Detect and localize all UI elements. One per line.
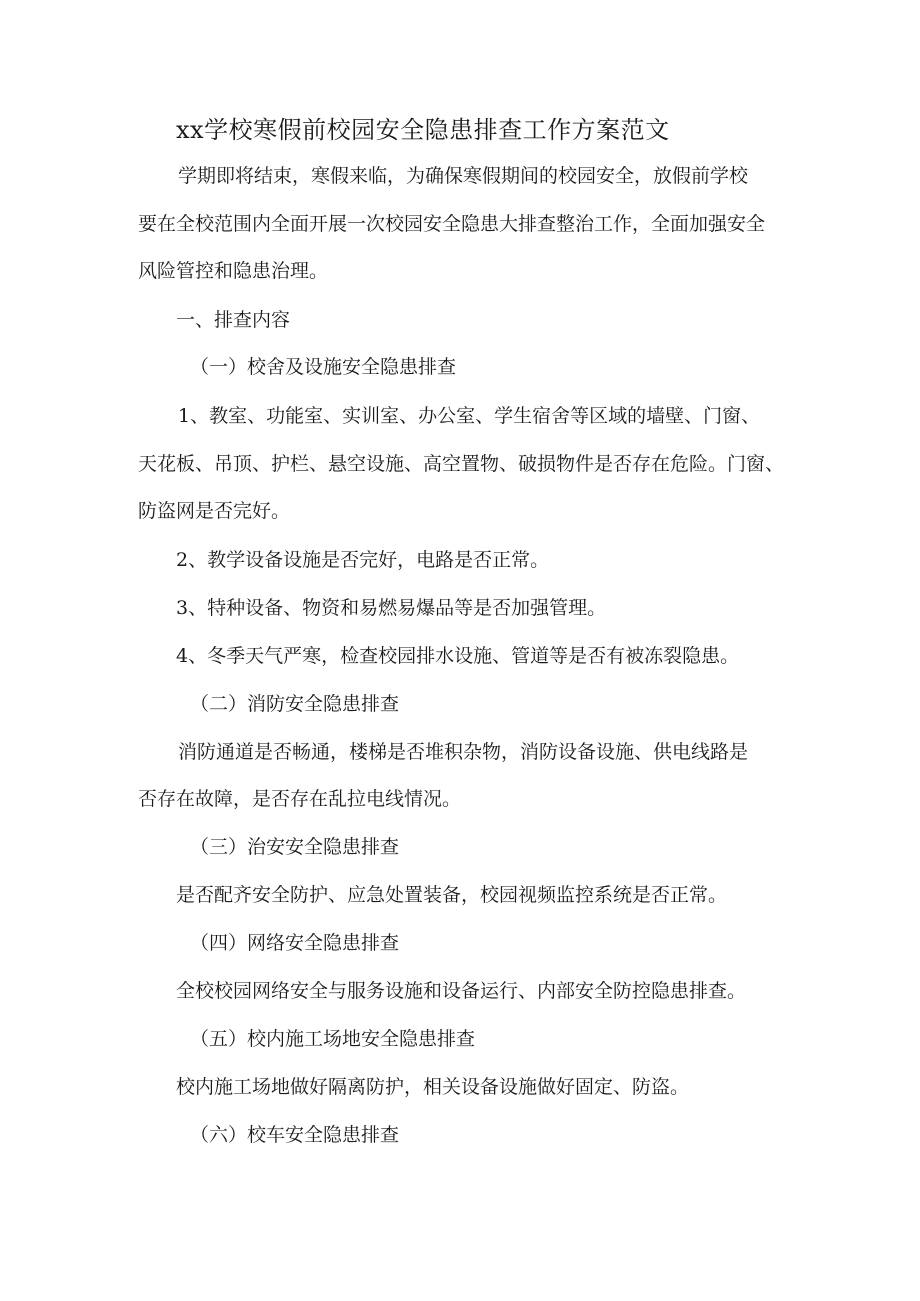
intro-line-2: 要在全校范围内全面开展一次校园安全隐患大排查整治工作，全面加强安全 [138, 213, 766, 235]
item-2: 2、教学设备设施是否完好，电路是否正常。 [176, 549, 550, 571]
subsection-heading-2: （二）消防安全隐患排查 [190, 693, 400, 715]
section-heading-1: 一、排查内容 [176, 309, 291, 331]
item-1-line-2: 天花板、吊顶、护栏、悬空设施、高空置物、破损物件是否存在危险。门窗、 [138, 453, 785, 475]
item-1-line-1: 1、教室、功能室、实训室、办公室、学生宿舍等区域的墙壁、门窗、 [178, 405, 761, 427]
security-line-1: 是否配齐安全防护、应急处置装备，校园视频监控系统是否正常。 [176, 884, 728, 906]
item-3: 3、特种设备、物资和易燃易爆品等是否加强管理。 [176, 597, 607, 619]
subsection-heading-5: （五）校内施工场地安全隐患排查 [190, 1028, 476, 1050]
subsection-heading-1: （一）校舍及设施安全隐患排查 [190, 356, 457, 378]
network-line-1: 全校校园网络安全与服务设施和设备运行、内部安全防控隐患排查。 [176, 980, 747, 1002]
item-1-line-3: 防盗网是否完好。 [138, 500, 291, 522]
document-title: xx学校寒假前校园安全隐患排查工作方案范文 [176, 116, 670, 144]
subsection-heading-6: （六）校车安全隐患排查 [190, 1124, 400, 1146]
subsection-heading-4: （四）网络安全隐患排查 [190, 932, 400, 954]
item-4: 4、冬季天气严寒，检查校园排水设施、管道等是否有被冻裂隐患。 [176, 645, 740, 667]
fire-safety-line-2: 否存在故障，是否存在乱拉电线情况。 [138, 788, 462, 810]
construction-line-1: 校内施工场地做好隔离防护，相关设备设施做好固定、防盗。 [176, 1076, 690, 1098]
subsection-heading-3: （三）治安安全隐患排查 [190, 836, 400, 858]
fire-safety-line-1: 消防通道是否畅通，楼梯是否堆积杂物，消防设备设施、供电线路是 [178, 741, 749, 763]
intro-line-1: 学期即将结束，寒假来临，为确保寒假期间的校园安全，放假前学校 [178, 165, 749, 187]
intro-line-3: 风险管控和隐患治理。 [138, 260, 329, 282]
